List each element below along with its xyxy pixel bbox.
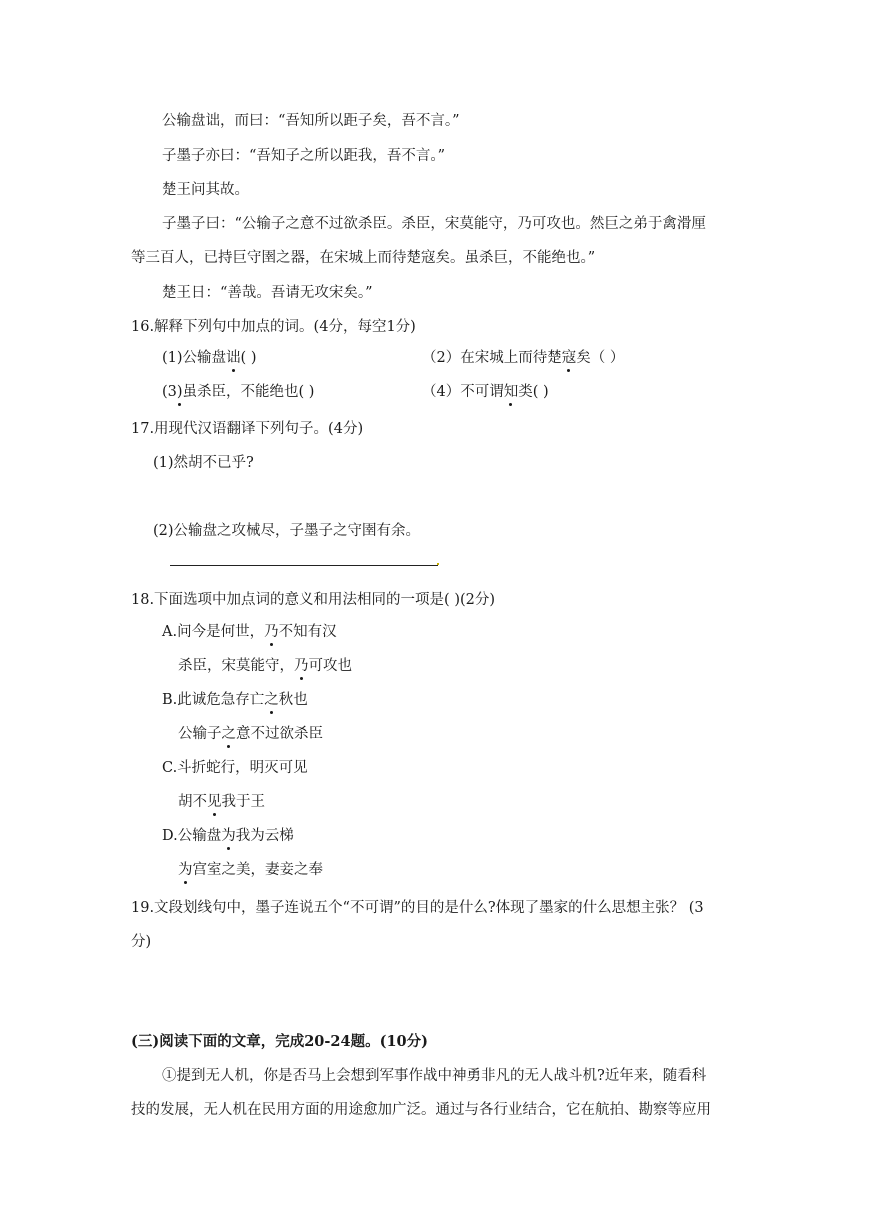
section-3-paragraph-1b: 技的发展，无人机在民用方面的用途愈加广泛。通过与各行业结合，它在航拍、勘察等应用 <box>131 1102 711 1118</box>
dotted-word: (3)虽 <box>162 384 198 400</box>
question-16-item-2 <box>422 348 624 368</box>
answer-underline[interactable] <box>170 565 438 566</box>
question-19-line-2: 分) <box>131 934 152 950</box>
question-17-title: 17.用现代汉语翻译下列句子。(4分) <box>131 421 364 437</box>
dotted-word: 之 <box>264 692 279 708</box>
option-b-line-2 <box>178 724 323 744</box>
dotted-word: 乃 <box>294 658 309 674</box>
underline-end-mark <box>437 563 439 565</box>
dotted-word: 为 <box>221 828 236 844</box>
section-3-paragraph-1a: ①提到无人机，你是否马上会想到军事作战中神勇非凡的无人战斗机?近年来，随看科 <box>162 1068 707 1084</box>
question-16-item-4 <box>422 382 549 402</box>
question-18-title: 18.下面选项中加点词的意义和用法相同的一项是( )(2分) <box>131 592 496 608</box>
option-text: A.问今是何世， <box>162 624 265 640</box>
option-text: 我为云梯 <box>235 828 294 844</box>
dotted-word: 之 <box>221 726 236 742</box>
option-text: 秋也 <box>278 692 308 708</box>
option-b-line-1 <box>162 690 308 710</box>
dotted-word: 寇 <box>561 350 577 366</box>
option-text: 意不过欲杀臣 <box>236 726 323 742</box>
option-text: 我于王 <box>221 794 265 810</box>
section-3-title: (三)阅读下面的文章，完成20-24题。(10分) <box>131 1033 428 1050</box>
dotted-word: 乃 <box>264 624 279 640</box>
option-text: 胡不 <box>178 794 207 810</box>
item-text: （4）不可谓 <box>422 384 504 400</box>
item-text: (1)公输盘 <box>162 350 227 366</box>
item-text: （2）在宋城上而待楚 <box>422 350 562 366</box>
dotted-word: 知 <box>503 384 519 400</box>
option-text: 公输子 <box>178 726 222 742</box>
option-text: 宫室之美，妻妾之奉 <box>192 862 323 878</box>
question-17-sentence-2: (2)公输盘之攻械尽，子墨子之守圉有余。 <box>153 523 421 539</box>
option-text: 杀臣，宋莫能守， <box>178 658 294 674</box>
answer-blank[interactable]: 杀臣，不能绝也( ) <box>197 384 315 400</box>
option-text: 可攻也 <box>308 658 352 674</box>
question-16-item-3 <box>162 382 314 402</box>
passage-line-3: 楚王问其故。 <box>162 182 249 198</box>
question-16-item-1 <box>162 348 256 368</box>
question-19-line-1: 19.文段划线句中，墨子连说五个“不可谓”的目的是什么?体现了墨家的什么思想主张？ (3 <box>131 900 704 916</box>
passage-line-4a: 子墨子曰：“公输子之意不过欲杀臣。杀臣，宋莫能守，乃可攻也。然巨之弟于禽滑厘 <box>162 216 706 232</box>
option-d-line-2 <box>178 860 323 880</box>
passage-line-5: 楚王日：“善哉。吾请无攻宋矣。” <box>162 285 373 301</box>
question-17-sentence-1: (1)然胡不已乎? <box>153 455 254 471</box>
option-a-line-1 <box>162 622 337 642</box>
question-16-title: 16.解释下列句中加点的词。(4分，每空1分) <box>131 319 416 335</box>
dotted-word: 为 <box>178 862 193 878</box>
answer-blank[interactable]: ( ) <box>240 350 257 366</box>
dotted-word: 诎 <box>226 350 241 366</box>
option-text: B.此诚危急存亡 <box>162 692 265 708</box>
answer-blank[interactable]: 矣（ ） <box>576 350 625 366</box>
passage-line-1: 公输盘诎，而曰：“吾知所以距子矣，吾不言。” <box>162 113 460 129</box>
option-text: 不知有汉 <box>278 624 337 640</box>
option-c-line-2 <box>178 792 265 812</box>
option-d-line-1 <box>162 826 294 846</box>
answer-blank[interactable]: 类( ) <box>518 384 549 400</box>
option-a-line-2 <box>178 656 352 676</box>
passage-line-4b: 等三百人，已持巨守圉之器，在宋城上而待楚寇矣。虽杀巨，不能绝也。” <box>131 250 596 266</box>
dotted-word: 见 <box>207 794 222 810</box>
option-text: D.公输盘 <box>162 828 222 844</box>
option-c-line-1: C.斗折蛇行，明灭可见 <box>162 760 308 776</box>
passage-line-2: 子墨子亦曰：“吾知子之所以距我，吾不言。” <box>162 148 446 164</box>
